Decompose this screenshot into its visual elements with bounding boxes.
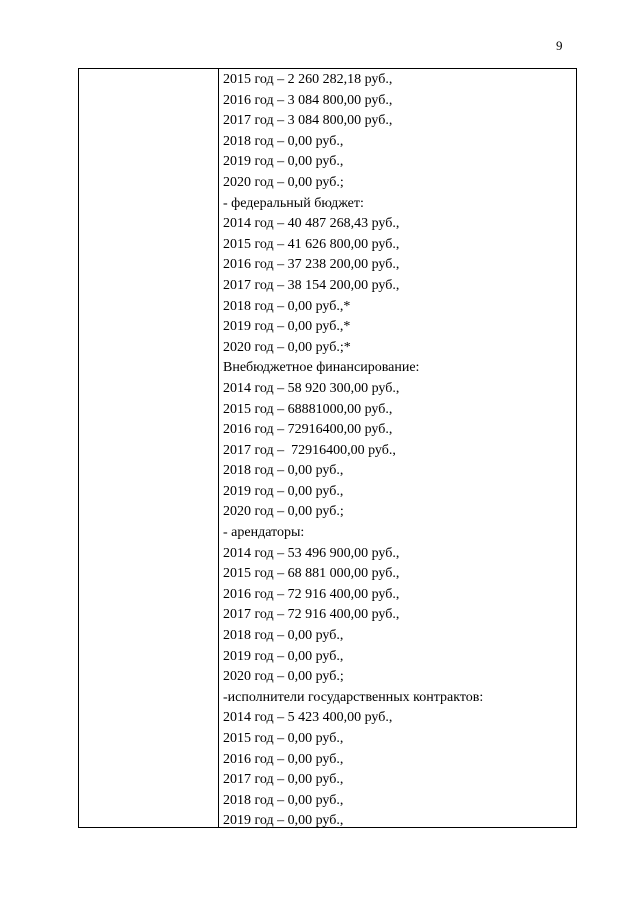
financing-line: 2016 год – 72 916 400,00 руб., bbox=[223, 586, 400, 602]
financing-line: 2018 год – 0,00 руб., bbox=[223, 463, 344, 479]
financing-line: 2016 год – 3 084 800,00 руб., bbox=[223, 92, 393, 108]
financing-line: 2018 год – 0,00 руб., bbox=[223, 628, 344, 644]
financing-table bbox=[78, 68, 577, 828]
financing-line: 2015 год – 68881000,00 руб., bbox=[223, 401, 393, 417]
financing-line: 2015 год – 68 881 000,00 руб., bbox=[223, 566, 400, 582]
financing-line: 2019 год – 0,00 руб., bbox=[223, 648, 344, 664]
financing-line: 2015 год – 0,00 руб., bbox=[223, 731, 344, 746]
financing-line: 2018 год – 0,00 руб., bbox=[223, 133, 344, 149]
financing-line: 2018 год – 0,00 руб., bbox=[223, 792, 344, 808]
financing-line: 2017 год – 38 154 200,00 руб., bbox=[223, 277, 400, 293]
financing-line: 2018 год – 0,00 руб.,* bbox=[223, 298, 351, 314]
financing-line: 2015 год – 2 260 282,18 руб., bbox=[223, 72, 393, 87]
financing-line: -исполнители государственных контрактов: bbox=[223, 689, 484, 705]
financing-line: 2019 год – 0,00 руб.,* bbox=[223, 319, 351, 335]
financing-line: 2016 год – 0,00 руб., bbox=[223, 751, 344, 767]
financing-line: 2014 год – 58 920 300,00 руб., bbox=[223, 380, 400, 396]
financing-line: 2017 год – 3 084 800,00 руб., bbox=[223, 113, 393, 129]
financing-line: 2020 год – 0,00 руб.;* bbox=[223, 339, 351, 355]
financing-line: 2017 год – 72 916 400,00 руб., bbox=[223, 607, 400, 623]
financing-line: 2019 год – 0,00 руб., bbox=[223, 483, 344, 499]
financing-line: Внебюджетное финансирование: bbox=[223, 360, 420, 376]
financing-line: - федеральный бюджет: bbox=[223, 195, 364, 211]
financing-line: 2019 год – 0,00 руб., bbox=[223, 154, 344, 170]
financing-line: - арендаторы: bbox=[223, 525, 305, 541]
financing-line: 2016 год – 37 238 200,00 руб., bbox=[223, 257, 400, 273]
financing-line: 2016 год – 72916400,00 руб., bbox=[223, 422, 393, 438]
financing-line: 2020 год – 0,00 руб.; bbox=[223, 669, 344, 685]
financing-line: 2014 год – 5 423 400,00 руб., bbox=[223, 710, 393, 726]
financing-line: 2014 год – 40 487 268,43 руб., bbox=[223, 216, 400, 232]
financing-line: 2019 год – 0,00 руб., bbox=[223, 813, 344, 829]
financing-lines bbox=[223, 70, 572, 832]
financing-line: 2020 год – 0,00 руб.; bbox=[223, 174, 344, 190]
financing-line: 2017 год – 0,00 руб., bbox=[223, 772, 344, 788]
financing-line: 2014 год – 53 496 900,00 руб., bbox=[223, 545, 400, 561]
column-divider bbox=[218, 69, 219, 827]
financing-line: 2020 год – 0,00 руб.; bbox=[223, 504, 344, 520]
financing-line: 2015 год – 41 626 800,00 руб., bbox=[223, 236, 400, 252]
page-number: 9 bbox=[556, 38, 563, 53]
financing-line: 2017 год – 72916400,00 руб., bbox=[223, 442, 396, 458]
